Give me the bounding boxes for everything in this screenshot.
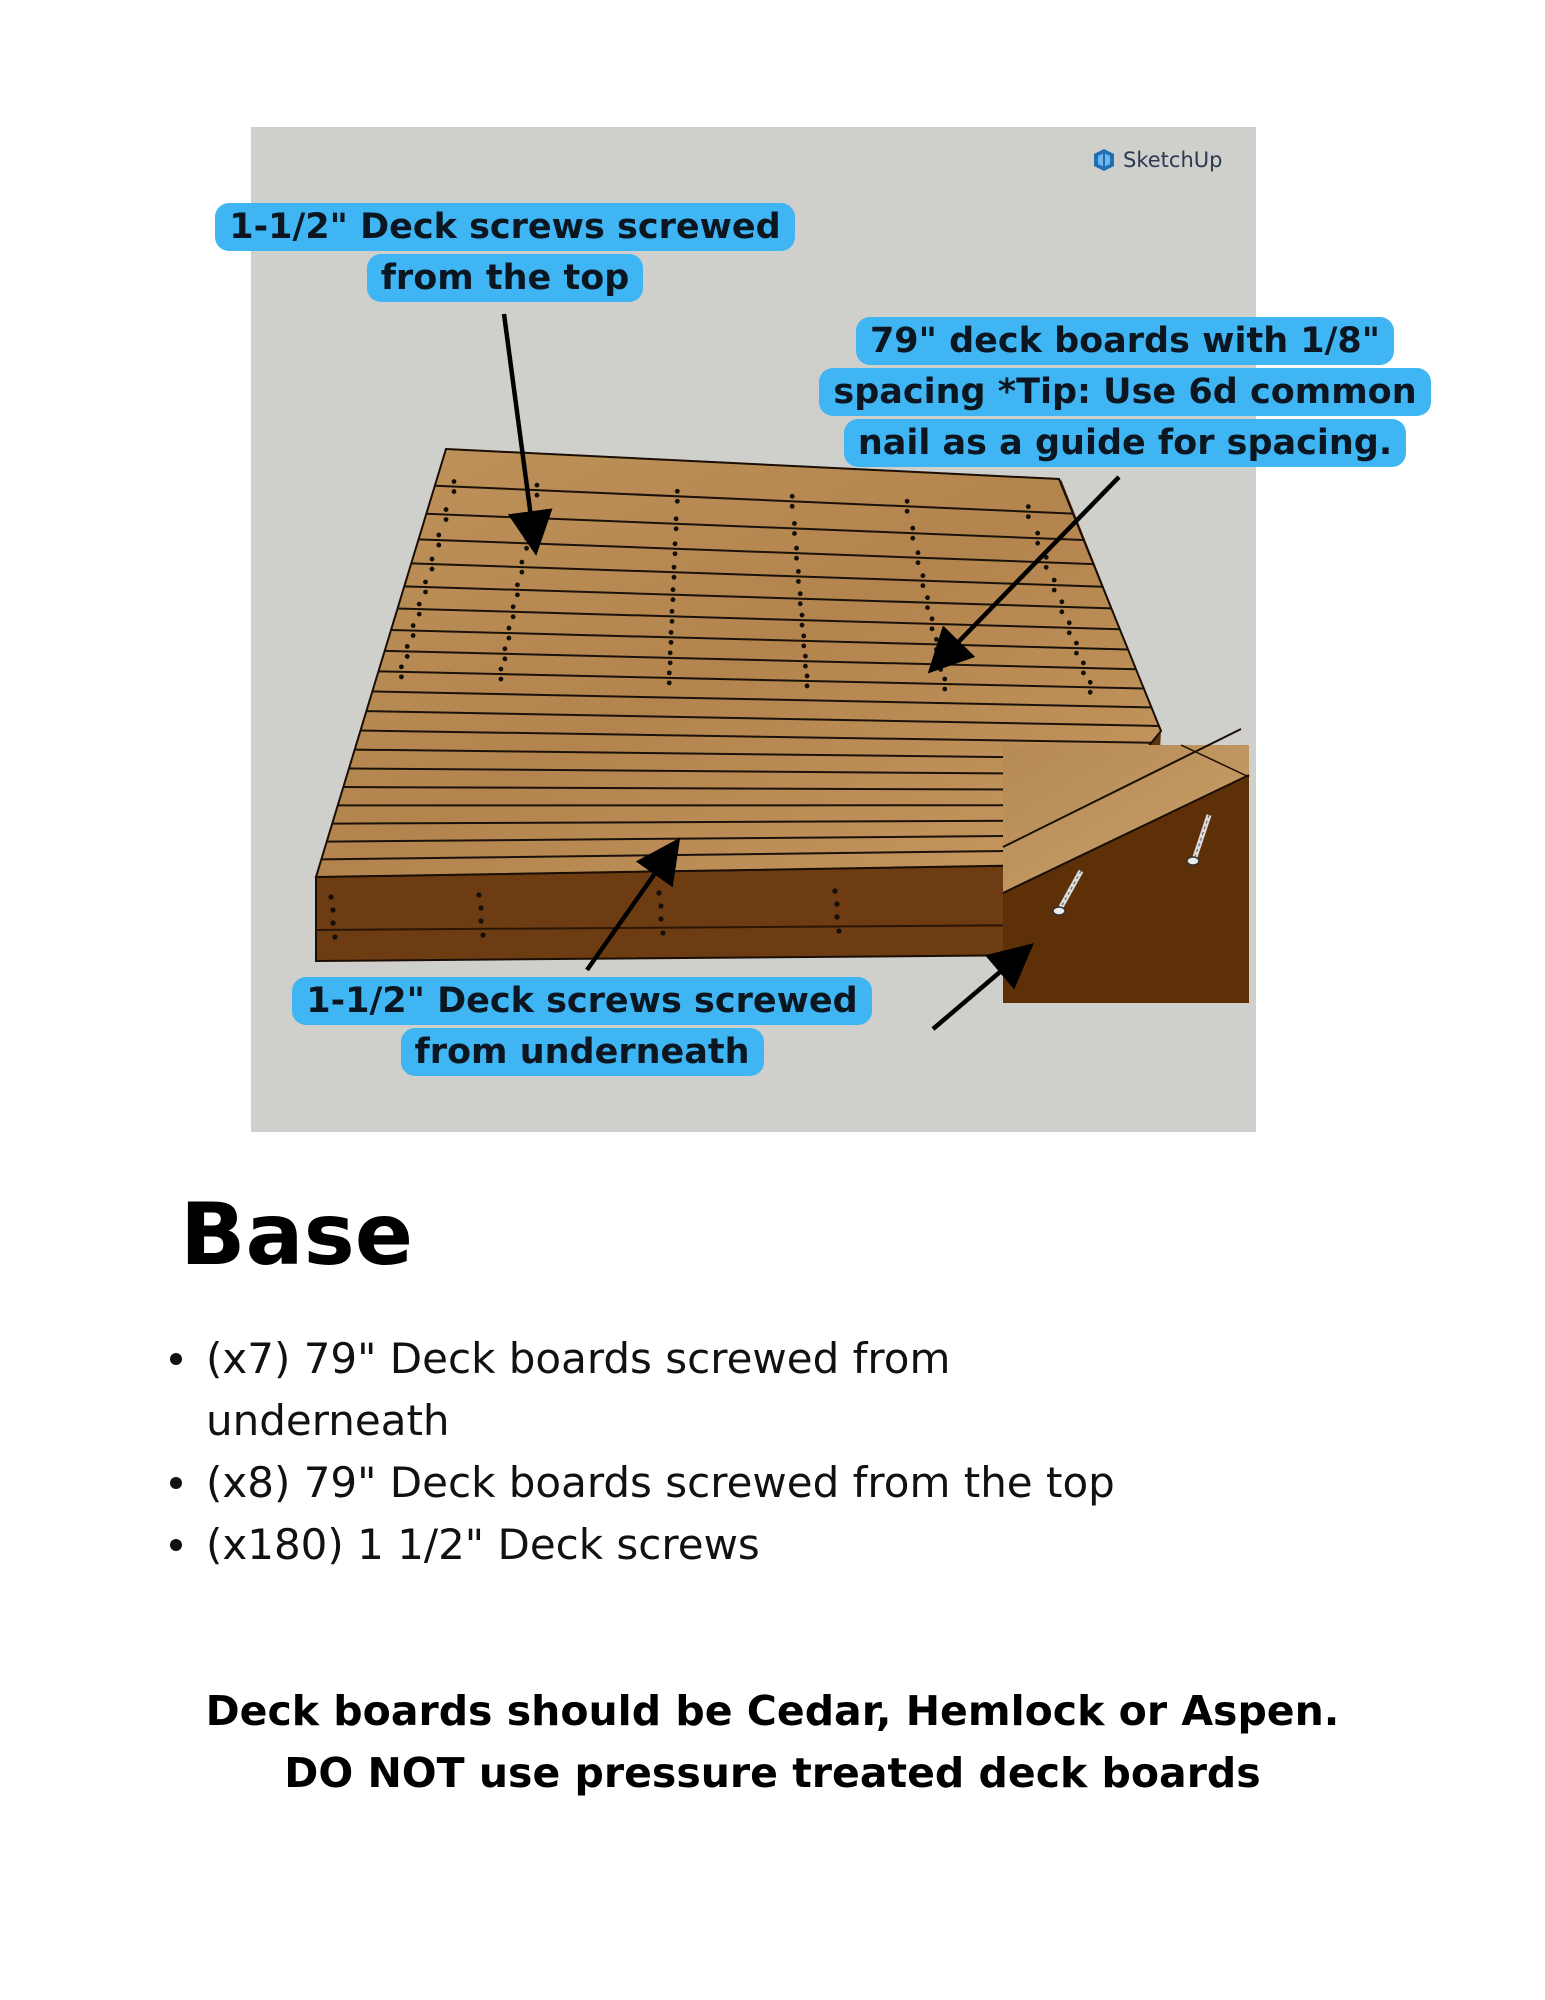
screw-mark — [411, 633, 416, 638]
callout-underneath-screws-text: 1-1/2" Deck screws screwed from underneath — [292, 977, 871, 1076]
screw-mark — [796, 569, 801, 574]
screw-mark — [798, 601, 803, 606]
screw-mark — [1088, 680, 1093, 685]
screw-mark — [399, 674, 404, 679]
screw-mark — [1081, 671, 1086, 676]
screw-mark — [515, 582, 520, 587]
screw-detail-inset — [1003, 729, 1249, 1003]
screw-mark — [672, 565, 677, 570]
screw-mark — [803, 654, 808, 659]
screw-mark — [430, 567, 435, 572]
screw-mark — [1067, 630, 1072, 635]
screw-mark — [920, 583, 925, 588]
deck-front-face — [316, 865, 1051, 961]
screw-mark — [524, 546, 529, 551]
screw-mark — [916, 550, 921, 555]
wood-type-note — [0, 1680, 1545, 1804]
list-item: (x8) 79" Deck boards screwed from the top — [206, 1452, 1146, 1514]
screw-mark — [930, 616, 935, 621]
screw-mark — [405, 644, 410, 649]
screw-mark — [417, 602, 422, 607]
screw-mark — [671, 597, 676, 602]
screw-mark — [436, 533, 441, 538]
screw-mark — [1081, 661, 1086, 666]
screw-mark — [1052, 588, 1057, 593]
screw-mark — [668, 650, 673, 655]
screw-mark — [1067, 620, 1072, 625]
screw-mark — [942, 677, 947, 682]
section-title: Base — [180, 1185, 414, 1285]
screw-mark — [519, 560, 524, 565]
screw-mark — [803, 664, 808, 669]
screw-mark — [452, 489, 457, 494]
screw-mark — [910, 526, 915, 531]
parts-list — [160, 1328, 1146, 1576]
screw-mark — [1035, 541, 1040, 546]
screw-mark — [499, 667, 504, 672]
screw-mark — [938, 667, 943, 672]
screw-mark — [790, 494, 795, 499]
screw-mark — [790, 504, 795, 509]
screw-mark — [671, 587, 676, 592]
screw-mark — [511, 604, 516, 609]
screw-mark — [535, 493, 540, 498]
screw-mark — [674, 516, 679, 521]
screw-mark — [801, 643, 806, 648]
screw-mark — [1026, 514, 1031, 519]
wood-note-line-1: Deck boards should be Cedar, Hemlock or Aspen. — [205, 1687, 1340, 1735]
screw-mark — [792, 521, 797, 526]
screw-mark — [1026, 504, 1031, 509]
screw-mark — [524, 536, 529, 541]
screw-mark — [411, 623, 416, 628]
screw-mark — [502, 656, 507, 661]
screw-mark — [675, 489, 680, 494]
screw-mark — [417, 612, 422, 617]
screw-mark — [399, 664, 404, 669]
screw-mark — [444, 507, 449, 512]
screw-mark — [1074, 651, 1079, 656]
screw-mark — [1052, 578, 1057, 583]
screw-mark — [934, 647, 939, 652]
sketchup-logo-text: SketchUp — [1123, 148, 1223, 172]
callout-top-screws-text: 1-1/2" Deck screws screwed from the top — [215, 203, 794, 302]
callout-deck-boards — [805, 316, 1445, 469]
screw-mark — [672, 575, 677, 580]
screw-mark — [794, 556, 799, 561]
screw-mark — [801, 633, 806, 638]
sketchup-logo — [1092, 145, 1222, 175]
screw-mark — [800, 623, 805, 628]
screw-mark — [905, 499, 910, 504]
screw-mark — [507, 626, 512, 631]
screw-mark — [667, 680, 672, 685]
screw-mark — [930, 626, 935, 631]
screw-mark — [670, 609, 675, 614]
list-item: (x180) 1 1/2" Deck screws — [206, 1514, 1146, 1576]
screw-mark — [519, 570, 524, 575]
screw-mark — [796, 579, 801, 584]
callout-underneath-screws — [272, 976, 892, 1078]
screw-mark — [798, 591, 803, 596]
screw-mark — [1044, 565, 1049, 570]
screw-mark — [499, 677, 504, 682]
screw-mark — [934, 637, 939, 642]
screw-mark — [669, 630, 674, 635]
screw-mark — [1035, 531, 1040, 536]
screw-mark — [1088, 690, 1093, 695]
screw-mark — [925, 595, 930, 600]
screw-mark — [1059, 599, 1064, 604]
screw-mark — [942, 687, 947, 692]
sketchup-logo-icon — [1092, 148, 1116, 172]
screw-mark — [920, 573, 925, 578]
screw-mark — [916, 560, 921, 565]
screw-mark — [794, 546, 799, 551]
screw-mark — [511, 614, 516, 619]
screw-mark — [1074, 641, 1079, 646]
screw-mark — [674, 526, 679, 531]
screw-mark — [673, 541, 678, 546]
screw-mark — [444, 517, 449, 522]
screw-mark — [805, 684, 810, 689]
screw-mark — [792, 531, 797, 536]
screw-mark — [515, 592, 520, 597]
screw-mark — [910, 536, 915, 541]
screw-mark — [423, 580, 428, 585]
screw-mark — [905, 509, 910, 514]
screw-mark — [800, 613, 805, 618]
list-item: (x7) 79" Deck boards screwed from underneath — [206, 1328, 1146, 1452]
wood-note-line-2: DO NOT use pressure treated deck boards — [284, 1749, 1261, 1797]
screw-mark — [535, 483, 540, 488]
screw-mark — [452, 479, 457, 484]
callout-top-screws — [200, 202, 810, 304]
screw-mark — [668, 660, 673, 665]
screw-mark — [405, 654, 410, 659]
screw-mark — [925, 605, 930, 610]
screw-mark — [805, 674, 810, 679]
screw-mark — [436, 543, 441, 548]
screw-mark — [673, 551, 678, 556]
screw-mark — [670, 619, 675, 624]
screw-mark — [667, 670, 672, 675]
screw-mark — [502, 646, 507, 651]
screw-mark — [675, 499, 680, 504]
screw-mark — [1059, 609, 1064, 614]
screw-mark — [507, 636, 512, 641]
screw-mark — [669, 640, 674, 645]
screw-mark — [423, 590, 428, 595]
screw-mark — [430, 557, 435, 562]
callout-deck-boards-text: 79" deck boards with 1/8" spacing *Tip: Use 6d common nail as a guide for spacing. — [819, 317, 1430, 467]
